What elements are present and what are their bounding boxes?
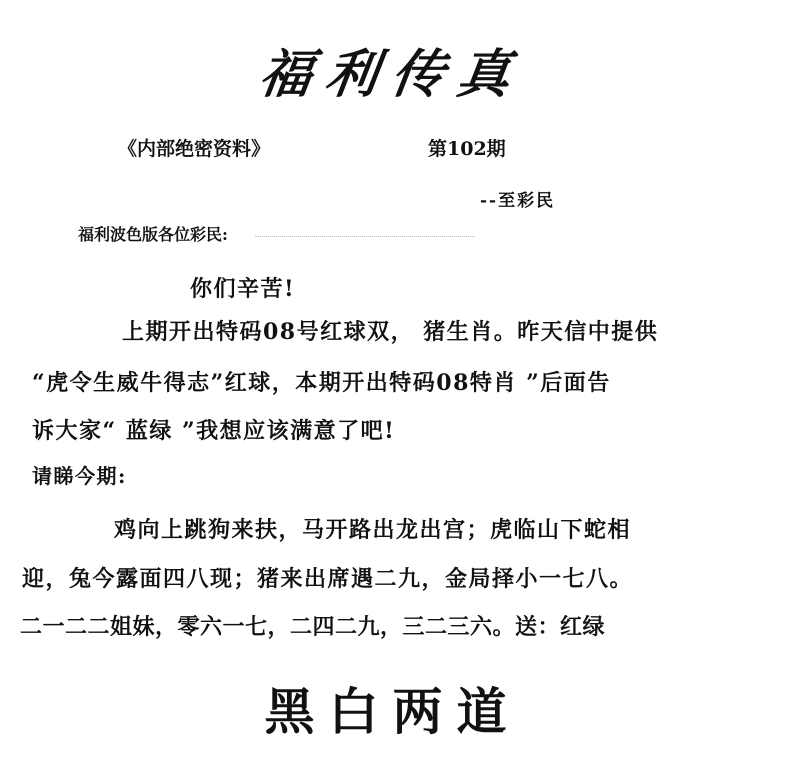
letter-greeting: 福利波色版各位彩民: bbox=[78, 225, 228, 244]
greeting-dotted-line bbox=[255, 236, 475, 237]
footer-title: 黑白两道 bbox=[264, 682, 521, 741]
letter-line: 迎，兔今露面四八现；猪来出席遇二九，金局择小一七八。 bbox=[22, 566, 634, 592]
letter-line: 你们辛苦! bbox=[190, 276, 296, 302]
letter-line: 诉大家“ 蓝绿 ”我想应该满意了吧! bbox=[32, 418, 396, 444]
letter-line: “虎令生威牛得志”红球，本期开出特码08特肖 ”后面告 bbox=[32, 370, 611, 396]
letter-line: 请睇今期: bbox=[32, 464, 127, 488]
signature-line: --至彩民 bbox=[480, 191, 556, 211]
letter-line: 上期开出特码08号红球双， 猪生肖。昨天信中提供 bbox=[122, 319, 659, 345]
letter-line: 鸡向上跳狗来扶，马开路出龙出宫；虎临山下蛇相 bbox=[114, 517, 632, 543]
document-label: 《内部绝密资料》 bbox=[118, 138, 271, 160]
page-title: 福利传真 bbox=[255, 44, 529, 105]
letter-line: 二一二二姐妹，零六一七，二四二九，三二三六。送：红绿 bbox=[20, 614, 606, 640]
issue-number: 第102期 bbox=[428, 138, 506, 160]
